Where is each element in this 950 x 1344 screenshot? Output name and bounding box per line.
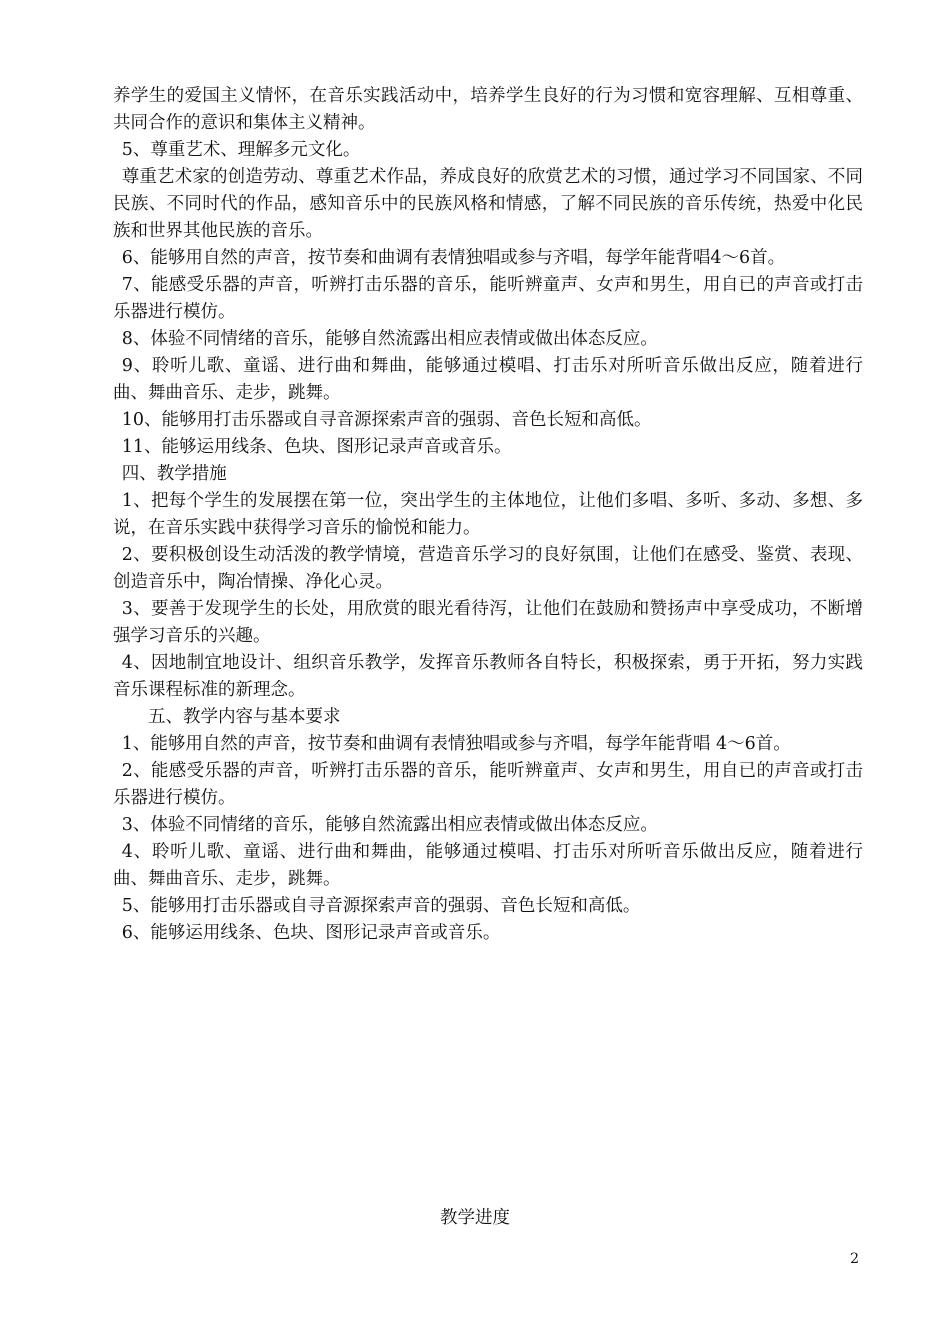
paragraph: 6、能够运用线条、色块、图形记录声音或音乐。 (121, 923, 501, 943)
paragraph: 1、把每个学生的发展摆在第一位，突出学生的主体地位，让他们多唱、多听、多动、多想、多说，在音乐实践中获得学习音乐的愉悦和能力。 (113, 491, 863, 538)
paragraph: 6、能够用自然的声音，按节奏和曲调有表情独唱或参与齐唱，每学年能背唱4～6首。 (121, 248, 786, 268)
paragraph: 11、能够运用线条、色块、图形记录声音或音乐。 (121, 437, 512, 457)
paragraph: 养学生的爱国主义情怀，在音乐实践活动中，培养学生良好的行为习惯和宽容理解、互相尊重、共同合作的意识和集体主义精神。 (113, 86, 863, 133)
paragraph: 2、能感受乐器的声音，听辨打击乐器的音乐，能听辨童声、女声和男生，用自已的声音或打击乐器进行模仿。 (113, 761, 863, 808)
document-body (113, 83, 863, 947)
paragraph: 4、因地制宜地设计、组织音乐教学，发挥音乐教师各自特长，积极探索，勇于开拓，努力实践音乐课程标准的新理念。 (113, 653, 863, 700)
section-title-teaching-progress (0, 1205, 950, 1231)
paragraph: 四、教学措施 (121, 464, 227, 484)
page-number: 2 (850, 1251, 859, 1267)
paragraph: 3、体验不同情绪的音乐，能够自然流露出相应表情或做出体态反应。 (121, 815, 658, 835)
paragraph: 3、要善于发现学生的长处，用欣赏的眼光看待泻，让他们在鼓励和赞扬声中享受成功，不断增强学习音乐的兴趣。 (113, 599, 863, 646)
paragraph: 2、要积极创设生动活泼的教学情境，营造音乐学习的良好氛围，让他们在感受、鉴赏、表现、创造音乐中，陶冶情操、净化心灵。 (113, 545, 863, 592)
paragraph: 4、聆听儿歌、童谣、进行曲和舞曲，能够通过模唱、打击乐对所听音乐做出反应，随着进行曲、舞曲音乐、走步，跳舞。 (113, 842, 863, 889)
paragraph: 8、体验不同情绪的音乐，能够自然流露出相应表情或做出体态反应。 (121, 329, 658, 349)
paragraph: 5、尊重艺术、理解多元文化。 (121, 140, 361, 160)
section-title-text: 教学进度 (440, 1208, 510, 1228)
paragraph: 10、能够用打击乐器或自寻音源探索声音的强弱、音色长短和高低。 (121, 410, 652, 430)
paragraph: 9、聆听儿歌、童谣、进行曲和舞曲，能够通过模唱、打击乐对所听音乐做出反应，随着进行曲、舞曲音乐、走步，跳舞。 (113, 356, 863, 403)
paragraph: 7、能感受乐器的声音，听辨打击乐器的音乐，能听辨童声、女声和男生，用自已的声音或打击乐器进行模仿。 (113, 275, 863, 322)
paragraph: 五、教学内容与基本要求 (148, 707, 341, 727)
paragraph: 尊重艺术家的创造劳动、尊重艺术作品，养成良好的欣赏艺术的习惯，通过学习不同国家、不同民族、不同时代的作品，感知音乐中的民族风格和情感，了解不同民族的音乐传统，热爱中化民族和世界其他民族的音乐。 (113, 167, 863, 241)
paragraph: 5、能够用打击乐器或自寻音源探索声音的强弱、音色长短和高低。 (121, 896, 641, 916)
paragraph: 1、能够用自然的声音，按节奏和曲调有表情独唱或参与齐唱，每学年能背唱 4～6首。 (121, 734, 791, 754)
